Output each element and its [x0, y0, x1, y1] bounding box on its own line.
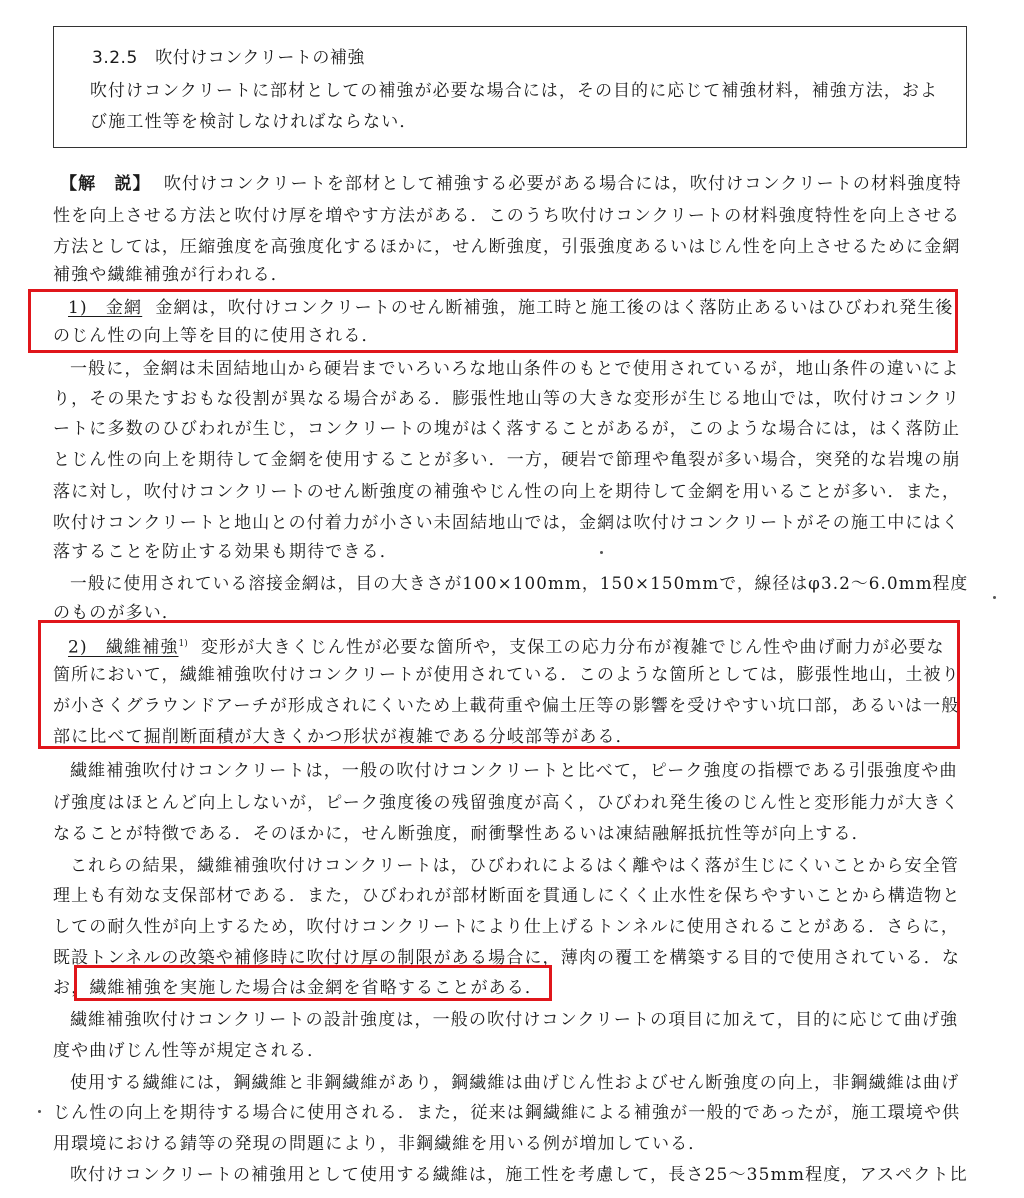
commentary-heading: 【解 説】 [60, 174, 151, 194]
item1-para-line: 落に対し，吹付けコンクリートのせん断強度の補強やじん性の向上を期待して金網を用いることが多い．また， [53, 482, 961, 502]
scan-speck [993, 596, 996, 599]
item2-line: が小さくグラウンドアーチが形成されにくいため上載荷重や偏土圧等の影響を受けやすい坑口部，あるいは一般 [53, 696, 960, 716]
item2-line: 部に比べて掘削断面積が大きくかつ形状が複雑である分岐部等がある． [53, 727, 634, 747]
item2-para5-line: 吹付けコンクリートの補強用として使用する繊維は，施工性を考慮して，長さ25～35mm程度，アスペクト比 [70, 1165, 968, 1185]
item2-para2-line: しての耐久性が向上するため，吹付けコンクリートにより仕上げるトンネルに使用されることがある．さらに， [53, 917, 959, 937]
scan-speck [38, 1110, 41, 1113]
item1-para-line: 一般に，金網は未固結地山から硬岩までいろいろな地山条件のもとで使用されているが，地山条件の違いによ [70, 359, 960, 379]
item2-footnote-ref: 1) [178, 639, 188, 649]
item2-para4-line: じん性の向上を期待する場合に使用される．また，従来は鋼繊維による補強が一般的であったが，施工環境や供 [53, 1103, 961, 1123]
item2-label: 2) 繊維補強 [68, 637, 179, 658]
section-body-line: び施工性等を検討しなければならない． [90, 112, 418, 132]
item2-para4-line: 用環境における錆等の発現の問題により，非鋼繊維を用いる例が増加している． [53, 1134, 707, 1154]
item2-line: 箇所において，繊維補強吹付けコンクリートが使用されている．このような箇所としては，膨張性地山，土被り [53, 665, 960, 685]
item1-para-line: 吹付けコンクリートと地山との付着力が小さい未固結地山では，金網は吹付けコンクリートがその施工中にはく [53, 513, 960, 533]
item2-para-line: なることが特徴である．そのほかに，せん断強度，耐衝撃性あるいは凍結融解抵抗性等が向上する． [53, 824, 870, 844]
item2-para-line: げ強度はほとんど向上しないが，ピーク強度後の残留強度が高く，ひびわれ発生後のじん性と変形能力が大きく [53, 793, 960, 813]
commentary-line: 補強や繊維補強が行われる． [53, 265, 289, 285]
item2-para4-line: 使用する繊維には，鋼繊維と非鋼繊維があり，鋼繊維は曲げじん性およびせん断強度の向上，非鋼繊維は曲げ [70, 1073, 960, 1093]
item2-para3-line: 度や曲げじん性等が規定される． [53, 1041, 326, 1061]
scan-speck [600, 551, 603, 554]
item2-first-line [68, 634, 945, 658]
item1-line: のじん性の向上等を目的に使用される． [53, 326, 380, 346]
item2-para2-line: 既設トンネルの改築や補修時に吹付け厚の制限がある場合に，薄肉の覆工を構築する目的で使用されている．な [53, 948, 960, 968]
section-box [53, 26, 967, 148]
item2-para2-line: これらの結果，繊維補強吹付けコンクリートは，ひびわれによるはく離やはく落が生じにくいことから安全管 [70, 856, 960, 876]
item2-para3-line: 繊維補強吹付けコンクリートの設計強度は，一般の吹付けコンクリートの項目に加えて，目的に応じて曲げ強 [70, 1010, 959, 1030]
commentary-line: 性を向上させる方法と吹付け厚を増やす方法がある．このうち吹付けコンクリートの材料強度特性を向上させる [53, 206, 961, 226]
commentary-first-line [60, 174, 962, 194]
item1-para-line: ートに多数のひびわれが生じ，コンクリートの塊がはく落することがあるが，このような場合には，はく落防止 [53, 419, 961, 439]
section-body-line: 吹付けコンクリートに部材としての補強が必要な場合には，その目的に応じて補強材料，補強方法，およ [90, 81, 939, 101]
commentary-line: 吹付けコンクリートを部材として補強する必要がある場合には，吹付けコンクリートの材料強度特 [163, 174, 962, 194]
item2-para2-last-line [53, 978, 543, 998]
commentary-line: 方法としては，圧縮強度を高強度化するほかに，せん断強度，引張強度あるいはじん性を向上させるために金網 [53, 237, 961, 257]
item2-para2-highlighted-text: 繊維補強を実施した場合は金網を省略することがある． [89, 978, 544, 998]
item2-para2-prefix: お， [53, 978, 90, 998]
item1-para-line: とじん性の向上を期待して金網を使用することが多い．一方，硬岩で節理や亀裂が多い場合，突発的な岩塊の崩 [53, 450, 961, 470]
item1-line: 金網は，吹付けコンクリートのせん断補強，施工時と施工後のはく落防止あるいはひびわれ発生後 [155, 298, 954, 318]
item1-para2-line: のものが多い． [53, 603, 181, 623]
item1-label: 1) 金網 [68, 298, 143, 318]
section-title: 3.2.5 吹付けコンクリートの補強 [92, 48, 365, 68]
item1-para2-line: 一般に使用されている溶接金網は，目の大きさが100×100mm，150×150mmで，線径はφ3.2～6.0mm程度 [70, 574, 969, 594]
item2-para2-line: 理上も有効な支保部材である．また，ひびわれが部材断面を貫通しにくく止水性を保ちやすいことから構造物と [53, 886, 961, 906]
item1-para-line: り，その果たすおもな役割が異なる場合がある．膨張性地山等の大きな変形が生じる地山では，吹付けコンクリ [53, 389, 961, 409]
item1-first-line [68, 298, 954, 318]
item2-para-line: 繊維補強吹付けコンクリートは，一般の吹付けコンクリートと比べて，ピーク強度の指標である引張強度や曲 [70, 761, 958, 781]
item2-line: 変形が大きくじん性が必要な箇所や，支保工の応力分布が複雑でじん性や曲げ耐力が必要な [200, 637, 945, 658]
section-body [90, 76, 938, 138]
item1-para-line: 落することを防止する効果も期待できる． [53, 542, 398, 562]
